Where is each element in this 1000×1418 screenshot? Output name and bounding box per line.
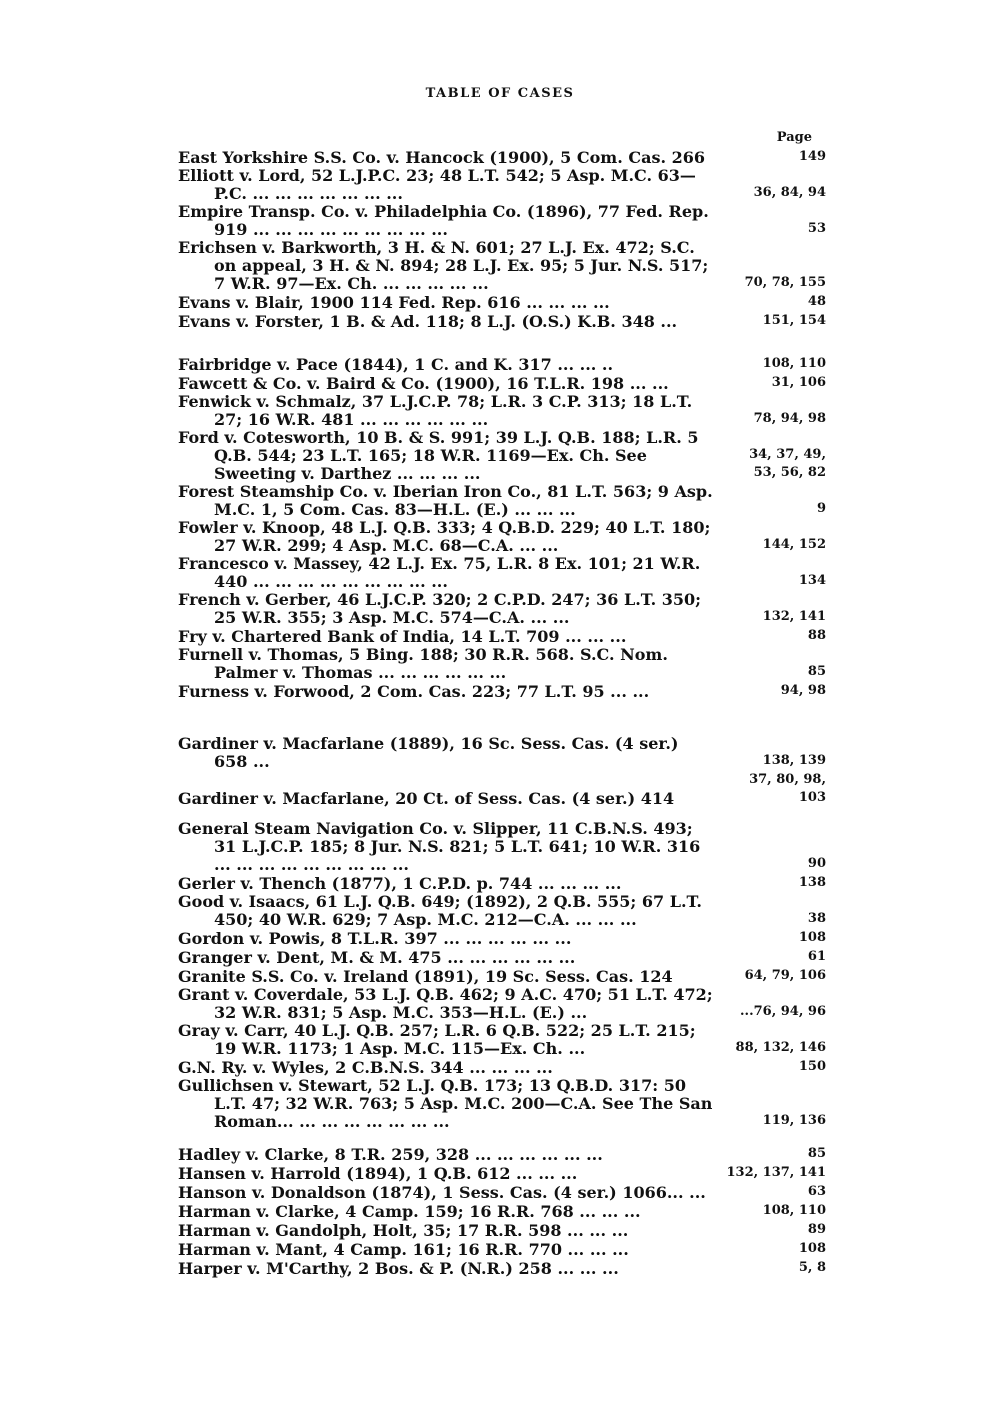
case-entry [178, 429, 826, 483]
case-entry [178, 1058, 826, 1077]
case-pages: 85 [807, 664, 826, 679]
case-pages: 132, 141 [762, 609, 826, 624]
case-citation: Gardiner v. Macfarlane, 20 Ct. of Sess. Cas. (4 ser.) 414 [178, 789, 675, 808]
case-citation: Erichsen v. Barkworth, 3 H. & N. 601; 27 L.J. Ex. 472; S.C. on appeal, 3 H. & N. 894; 28 L.J. Ex. 95; 5 Jur. N.S. 517; 7 W.R. 97—Ex. Ch. ... ... ... ... ... [178, 238, 709, 293]
case-entry [178, 1183, 826, 1202]
case-pages: 90 [807, 856, 826, 871]
case-citation: Gerler v. Thench (1877), 1 C.P.D. p. 744 ... ... ... ... [178, 874, 622, 893]
case-entry [178, 355, 826, 374]
case-citation: Hanson v. Donaldson (1874), 1 Sess. Cas. (4 ser.) 1066... ... [178, 1183, 706, 1202]
case-pages: 134 [798, 573, 826, 588]
case-pages: 78, 94, 98 [753, 411, 826, 426]
case-citation: Fenwick v. Schmalz, 37 L.J.C.P. 78; L.R. 3 C.P. 313; 18 L.T. 27; 16 W.R. 481 ... ... ... ... ... ... [178, 392, 693, 429]
case-entry [178, 555, 826, 591]
case-pages: 108, 110 [762, 356, 826, 371]
case-citation: Hadley v. Clarke, 8 T.R. 259, 328 ... ... ... ... ... ... [178, 1145, 603, 1164]
case-group [178, 355, 826, 701]
case-pages: 53 [807, 221, 826, 236]
case-entry [178, 1202, 826, 1221]
case-entry [178, 948, 826, 967]
case-pages: 38 [807, 911, 826, 926]
case-entry [178, 312, 826, 331]
case-entry [178, 986, 826, 1022]
case-pages: 37, 80, 98, 103 [749, 772, 826, 805]
case-citation: Grant v. Coverdale, 53 L.J. Q.B. 462; 9 A.C. 470; 51 L.T. 472; 32 W.R. 831; 5 Asp. M.C. 353—H.L. (E.) ... [178, 985, 713, 1022]
case-pages: 94, 98 [780, 683, 826, 698]
case-entry [178, 483, 826, 519]
case-citation: Ford v. Cotesworth, 10 B. & S. 991; 39 L.J. Q.B. 188; L.R. 5 Q.B. 544; 23 L.T. 165; 18 W.R. 1169—Ex. Ch. See Sweeting v. Darthez ... ... ... ... [178, 428, 699, 483]
case-entry [178, 148, 826, 167]
case-citation: Harman v. Clarke, 4 Camp. 159; 16 R.R. 768 ... ... ... [178, 1202, 641, 1221]
case-entry [178, 929, 826, 948]
case-citation: French v. Gerber, 46 L.J.C.P. 320; 2 C.P.D. 247; 36 L.T. 350; 25 W.R. 355; 3 Asp. M.C. 574—C.A. ... ... [178, 590, 702, 627]
case-citation: Fairbridge v. Pace (1844), 1 C. and K. 317 ... ... .. [178, 355, 614, 374]
case-citation: Granite S.S. Co. v. Ireland (1891), 19 Sc. Sess. Cas. 124 [178, 967, 673, 986]
case-citation: General Steam Navigation Co. v. Slipper, 11 C.B.N.S. 493; 31 L.J.C.P. 185; 8 Jur. N.S. 821; 5 L.T. 641; 10 W.R. 316 ... ... ... ... ... ... ... ... ... [178, 819, 701, 874]
case-entry [178, 820, 826, 874]
case-citation: Gullichsen v. Stewart, 52 L.J. Q.B. 173; 13 Q.B.D. 317: 50 L.T. 47; 32 W.R. 763; 5 Asp. M.C. 200—C.A. See The San Roman... ... ... ... ... ... ... ... [178, 1076, 713, 1131]
case-citation: Harman v. Mant, 4 Camp. 161; 16 R.R. 770 ... ... ... [178, 1240, 629, 1259]
case-citation: Hansen v. Harrold (1894), 1 Q.B. 612 ... ... ... [178, 1164, 578, 1183]
case-citation: Elliott v. Lord, 52 L.J.P.C. 23; 48 L.T. 542; 5 Asp. M.C. 63—P.C. ... ... ... ... ... ... ... [178, 166, 696, 203]
case-pages: 150 [798, 1059, 826, 1074]
case-entry [178, 519, 826, 555]
case-entry [178, 1164, 826, 1183]
case-citation: Empire Transp. Co. v. Philadelphia Co. (1896), 77 Fed. Rep. 919 ... ... ... ... ... ... ... ... ... [178, 202, 709, 239]
case-pages: 108, 110 [762, 1203, 826, 1218]
case-pages: 151, 154 [762, 313, 826, 328]
case-pages: 48 [807, 294, 826, 309]
case-pages: 61 [807, 949, 826, 964]
case-pages: 63 [807, 1184, 826, 1199]
case-pages: 36, 84, 94 [753, 185, 826, 200]
case-citation: G.N. Ry. v. Wyles, 2 C.B.N.S. 344 ... ... ... ... [178, 1058, 553, 1077]
case-pages: 31, 106 [771, 375, 826, 390]
case-pages: 88, 132, 146 [735, 1040, 826, 1055]
case-entry [178, 646, 826, 682]
case-citation: Good v. Isaacs, 61 L.J. Q.B. 649; (1892), 2 Q.B. 555; 67 L.T. 450; 40 W.R. 629; 7 Asp. M.C. 212—C.A. ... ... ... [178, 892, 702, 929]
case-pages: 138, 139 [762, 753, 826, 768]
case-pages: 144, 152 [762, 537, 826, 552]
case-entry [178, 239, 826, 293]
case-pages: 108 [798, 1241, 826, 1256]
case-citation: East Yorkshire S.S. Co. v. Hancock (1900), 5 Com. Cas. 266 [178, 148, 705, 167]
case-entry [178, 374, 826, 393]
case-pages: 108 [798, 930, 826, 945]
case-citation: Furnell v. Thomas, 5 Bing. 188; 30 R.R. 568. S.C. Nom. Palmer v. Thomas ... ... ... ... ... ... [178, 645, 668, 682]
case-pages: 5, 8 [798, 1260, 826, 1275]
case-citation: Harman v. Gandolph, Holt, 35; 17 R.R. 598 ... ... ... [178, 1221, 629, 1240]
case-citation: Gordon v. Powis, 8 T.L.R. 397 ... ... ... ... ... ... [178, 929, 572, 948]
case-entry [178, 1259, 826, 1278]
case-entry [178, 1077, 826, 1131]
case-citation: Granger v. Dent, M. & M. 475 ... ... ... ... ... ... [178, 948, 576, 967]
case-pages: 70, 78, 155 [744, 275, 826, 290]
case-entry [178, 967, 826, 986]
case-citation: Harper v. M'Carthy, 2 Bos. & P. (N.R.) 258 ... ... ... [178, 1259, 619, 1278]
page-title: TABLE OF CASES [425, 86, 575, 101]
case-pages: 138 [798, 875, 826, 890]
case-entry [178, 874, 826, 893]
case-pages: 89 [807, 1222, 826, 1237]
case-pages: 64, 79, 106 [744, 968, 826, 983]
case-entry [178, 771, 826, 808]
case-group [178, 735, 826, 808]
case-entry [178, 627, 826, 646]
case-pages: 34, 37, 49, 53, 56, 82 [749, 447, 826, 480]
case-entry [178, 682, 826, 701]
case-citation: Fowler v. Knoop, 48 L.J. Q.B. 333; 4 Q.B.D. 229; 40 L.T. 180; 27 W.R. 299; 4 Asp. M.C. 68—C.A. ... ... [178, 518, 711, 555]
case-pages: 9 [816, 501, 826, 516]
case-entry [178, 393, 826, 429]
case-pages: ...76, 94, 96 [740, 1004, 826, 1019]
case-pages: 88 [807, 628, 826, 643]
case-citation: Forest Steamship Co. v. Iberian Iron Co., 81 L.T. 563; 9 Asp. M.C. 1, 5 Com. Cas. 83—H.L. (E.) ... ... ... [178, 482, 713, 519]
case-citation: Gray v. Carr, 40 L.J. Q.B. 257; L.R. 6 Q.B. 522; 25 L.T. 215; 19 W.R. 1173; 1 Asp. M.C. 115—Ex. Ch. ... [178, 1021, 696, 1058]
case-entry [178, 591, 826, 627]
case-entry [178, 167, 826, 203]
case-pages: 85 [807, 1146, 826, 1161]
case-entry [178, 1022, 826, 1058]
case-table [178, 148, 826, 1314]
case-citation: Evans v. Forster, 1 B. & Ad. 118; 8 L.J. (O.S.) K.B. 348 ... [178, 312, 678, 331]
case-citation: Fry v. Chartered Bank of India, 14 L.T. 709 ... ... ... [178, 627, 627, 646]
case-entry [178, 735, 826, 771]
case-pages: 149 [798, 149, 826, 164]
case-group [178, 148, 826, 331]
case-entry [178, 203, 826, 239]
case-citation: Furness v. Forwood, 2 Com. Cas. 223; 77 L.T. 95 ... ... [178, 682, 650, 701]
case-citation: Evans v. Blair, 1900 114 Fed. Rep. 616 ... ... ... ... [178, 293, 610, 312]
case-group [178, 1145, 826, 1278]
case-citation: Fawcett & Co. v. Baird & Co. (1900), 16 T.L.R. 198 ... ... [178, 374, 669, 393]
case-entry [178, 893, 826, 929]
case-entry [178, 1240, 826, 1259]
case-entry [178, 1145, 826, 1164]
case-entry [178, 293, 826, 312]
case-entry [178, 1221, 826, 1240]
case-pages: 132, 137, 141 [726, 1165, 826, 1180]
page-column-header: Page [776, 130, 812, 145]
case-citation: Gardiner v. Macfarlane (1889), 16 Sc. Sess. Cas. (4 ser.) 658 ... [178, 734, 679, 771]
case-pages: 119, 136 [762, 1113, 826, 1128]
case-citation: Francesco v. Massey, 42 L.J. Ex. 75, L.R. 8 Ex. 101; 21 W.R. 440 ... ... ... ... ... ... ... ... ... [178, 554, 701, 591]
case-group [178, 820, 826, 1131]
